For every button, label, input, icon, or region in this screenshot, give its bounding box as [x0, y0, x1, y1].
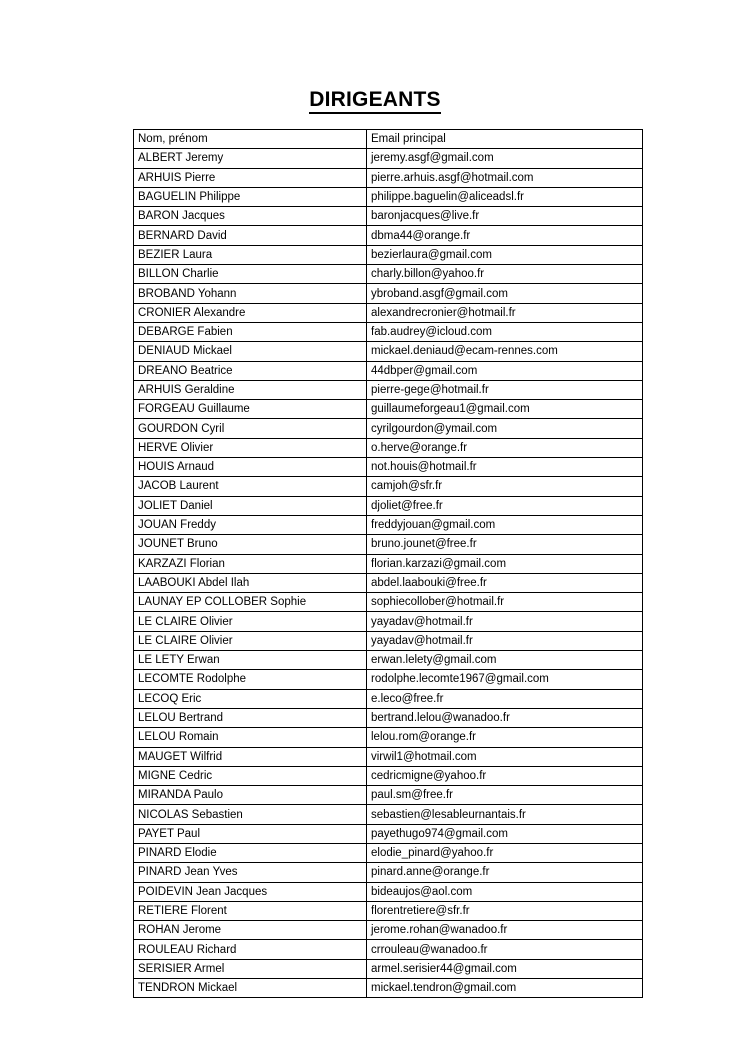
- cell-name: GOURDON Cyril: [134, 419, 367, 438]
- cell-name: JOUNET Bruno: [134, 535, 367, 554]
- cell-name: ARHUIS Pierre: [134, 168, 367, 187]
- cell-name: BEZIER Laura: [134, 245, 367, 264]
- table-row: [134, 322, 643, 341]
- table-row: [134, 458, 643, 477]
- table-row: [134, 824, 643, 843]
- contacts-table: [133, 129, 643, 998]
- cell-email: elodie_pinard@yahoo.fr: [367, 843, 643, 862]
- cell-name: LECOMTE Rodolphe: [134, 670, 367, 689]
- cell-name: JOUAN Freddy: [134, 515, 367, 534]
- cell-name: TENDRON Mickael: [134, 979, 367, 998]
- cell-email: bezierlaura@gmail.com: [367, 245, 643, 264]
- cell-email: payethugo974@gmail.com: [367, 824, 643, 843]
- table-row: [134, 708, 643, 727]
- table-row: [134, 573, 643, 592]
- cell-email: fab.audrey@icloud.com: [367, 322, 643, 341]
- table-row: [134, 631, 643, 650]
- cell-email: erwan.lelety@gmail.com: [367, 651, 643, 670]
- cell-name: BARON Jacques: [134, 207, 367, 226]
- cell-email: charly.billon@yahoo.fr: [367, 265, 643, 284]
- cell-email: guillaumeforgeau1@gmail.com: [367, 400, 643, 419]
- cell-email: pierre-gege@hotmail.fr: [367, 380, 643, 399]
- cell-email: e.leco@free.fr: [367, 689, 643, 708]
- cell-name: MAUGET Wilfrid: [134, 747, 367, 766]
- table-row: [134, 284, 643, 303]
- cell-name: BILLON Charlie: [134, 265, 367, 284]
- table-row: [134, 863, 643, 882]
- cell-name: JACOB Laurent: [134, 477, 367, 496]
- table-row: [134, 380, 643, 399]
- table-row: [134, 805, 643, 824]
- table-row: [134, 245, 643, 264]
- cell-name: BERNARD David: [134, 226, 367, 245]
- cell-email: virwil1@hotmail.com: [367, 747, 643, 766]
- cell-name: LELOU Bertrand: [134, 708, 367, 727]
- cell-email: crrouleau@wanadoo.fr: [367, 940, 643, 959]
- cell-email: paul.sm@free.fr: [367, 786, 643, 805]
- cell-email: yayadav@hotmail.fr: [367, 631, 643, 650]
- table-row: [134, 168, 643, 187]
- cell-email: lelou.rom@orange.fr: [367, 728, 643, 747]
- cell-email: jeremy.asgf@gmail.com: [367, 149, 643, 168]
- cell-name: PAYET Paul: [134, 824, 367, 843]
- cell-name: LE CLAIRE Olivier: [134, 631, 367, 650]
- cell-email: mickael.tendron@gmail.com: [367, 979, 643, 998]
- cell-email: sophiecollober@hotmail.fr: [367, 593, 643, 612]
- cell-name: LELOU Romain: [134, 728, 367, 747]
- cell-name: NICOLAS Sebastien: [134, 805, 367, 824]
- cell-email: cyrilgourdon@ymail.com: [367, 419, 643, 438]
- cell-email: florentretiere@sfr.fr: [367, 901, 643, 920]
- table-row: [134, 612, 643, 631]
- cell-name: DENIAUD Mickael: [134, 342, 367, 361]
- cell-name: PINARD Jean Yves: [134, 863, 367, 882]
- cell-email: pinard.anne@orange.fr: [367, 863, 643, 882]
- cell-email: cedricmigne@yahoo.fr: [367, 766, 643, 785]
- cell-name: RETIERE Florent: [134, 901, 367, 920]
- table-row: [134, 226, 643, 245]
- table-row: [134, 477, 643, 496]
- table-row: [134, 554, 643, 573]
- cell-name: MIGNE Cedric: [134, 766, 367, 785]
- table-row: [134, 593, 643, 612]
- table-row: [134, 149, 643, 168]
- cell-name: ARHUIS Geraldine: [134, 380, 367, 399]
- table-row: [134, 843, 643, 862]
- table-row: [134, 419, 643, 438]
- page-title: [0, 88, 750, 114]
- cell-name: FORGEAU Guillaume: [134, 400, 367, 419]
- cell-email: camjoh@sfr.fr: [367, 477, 643, 496]
- table-row: [134, 400, 643, 419]
- table-row: [134, 689, 643, 708]
- table-row: [134, 670, 643, 689]
- cell-name: JOLIET Daniel: [134, 496, 367, 515]
- cell-name: LE CLAIRE Olivier: [134, 612, 367, 631]
- table-row: [134, 901, 643, 920]
- cell-name: LAABOUKI Abdel Ilah: [134, 573, 367, 592]
- cell-email: freddyjouan@gmail.com: [367, 515, 643, 534]
- table-row: [134, 265, 643, 284]
- cell-email: not.houis@hotmail.fr: [367, 458, 643, 477]
- cell-email: rodolphe.lecomte1967@gmail.com: [367, 670, 643, 689]
- cell-name: MIRANDA Paulo: [134, 786, 367, 805]
- cell-email: djoliet@free.fr: [367, 496, 643, 515]
- table-row: [134, 766, 643, 785]
- cell-email: alexandrecronier@hotmail.fr: [367, 303, 643, 322]
- table-row: [134, 728, 643, 747]
- cell-name: CRONIER Alexandre: [134, 303, 367, 322]
- cell-name: BROBAND Yohann: [134, 284, 367, 303]
- cell-name: BAGUELIN Philippe: [134, 187, 367, 206]
- cell-name: ALBERT Jeremy: [134, 149, 367, 168]
- table-row: [134, 959, 643, 978]
- cell-name: ROULEAU Richard: [134, 940, 367, 959]
- table-row: [134, 187, 643, 206]
- table-row: [134, 496, 643, 515]
- cell-email: pierre.arhuis.asgf@hotmail.com: [367, 168, 643, 187]
- cell-email: yayadav@hotmail.fr: [367, 612, 643, 631]
- cell-name: KARZAZI Florian: [134, 554, 367, 573]
- cell-email: baronjacques@live.fr: [367, 207, 643, 226]
- cell-name: DEBARGE Fabien: [134, 322, 367, 341]
- table-row: [134, 535, 643, 554]
- cell-name: LAUNAY EP COLLOBER Sophie: [134, 593, 367, 612]
- cell-name: SERISIER Armel: [134, 959, 367, 978]
- cell-email: dbma44@orange.fr: [367, 226, 643, 245]
- cell-email: sebastien@lesableurnantais.fr: [367, 805, 643, 824]
- cell-name: HOUIS Arnaud: [134, 458, 367, 477]
- table-row: [134, 882, 643, 901]
- table-row: [134, 303, 643, 322]
- cell-name: POIDEVIN Jean Jacques: [134, 882, 367, 901]
- cell-email: ybroband.asgf@gmail.com: [367, 284, 643, 303]
- cell-email: armel.serisier44@gmail.com: [367, 959, 643, 978]
- cell-name: HERVE Olivier: [134, 438, 367, 457]
- column-header-name: Nom, prénom: [134, 130, 367, 149]
- cell-email: bertrand.lelou@wanadoo.fr: [367, 708, 643, 727]
- cell-email: mickael.deniaud@ecam-rennes.com: [367, 342, 643, 361]
- table-row: [134, 921, 643, 940]
- table-row: [134, 361, 643, 380]
- table-row: [134, 438, 643, 457]
- cell-email: o.herve@orange.fr: [367, 438, 643, 457]
- cell-email: 44dbper@gmail.com: [367, 361, 643, 380]
- cell-email: abdel.laabouki@free.fr: [367, 573, 643, 592]
- cell-name: ROHAN Jerome: [134, 921, 367, 940]
- cell-name: PINARD Elodie: [134, 843, 367, 862]
- table-row: [134, 207, 643, 226]
- page-title-text: DIRIGEANTS: [309, 88, 441, 114]
- cell-email: florian.karzazi@gmail.com: [367, 554, 643, 573]
- column-header-email: Email principal: [367, 130, 643, 149]
- cell-name: LECOQ Eric: [134, 689, 367, 708]
- table-row: [134, 651, 643, 670]
- cell-name: LE LETY Erwan: [134, 651, 367, 670]
- table-row: [134, 342, 643, 361]
- cell-email: philippe.baguelin@aliceadsl.fr: [367, 187, 643, 206]
- table-row: [134, 940, 643, 959]
- table-row: [134, 786, 643, 805]
- contacts-table-body: [134, 130, 643, 998]
- table-header-row: [134, 130, 643, 149]
- cell-email: bruno.jounet@free.fr: [367, 535, 643, 554]
- cell-email: bideaujos@aol.com: [367, 882, 643, 901]
- cell-email: jerome.rohan@wanadoo.fr: [367, 921, 643, 940]
- cell-name: DREANO Beatrice: [134, 361, 367, 380]
- table-row: [134, 979, 643, 998]
- table-row: [134, 515, 643, 534]
- table-row: [134, 747, 643, 766]
